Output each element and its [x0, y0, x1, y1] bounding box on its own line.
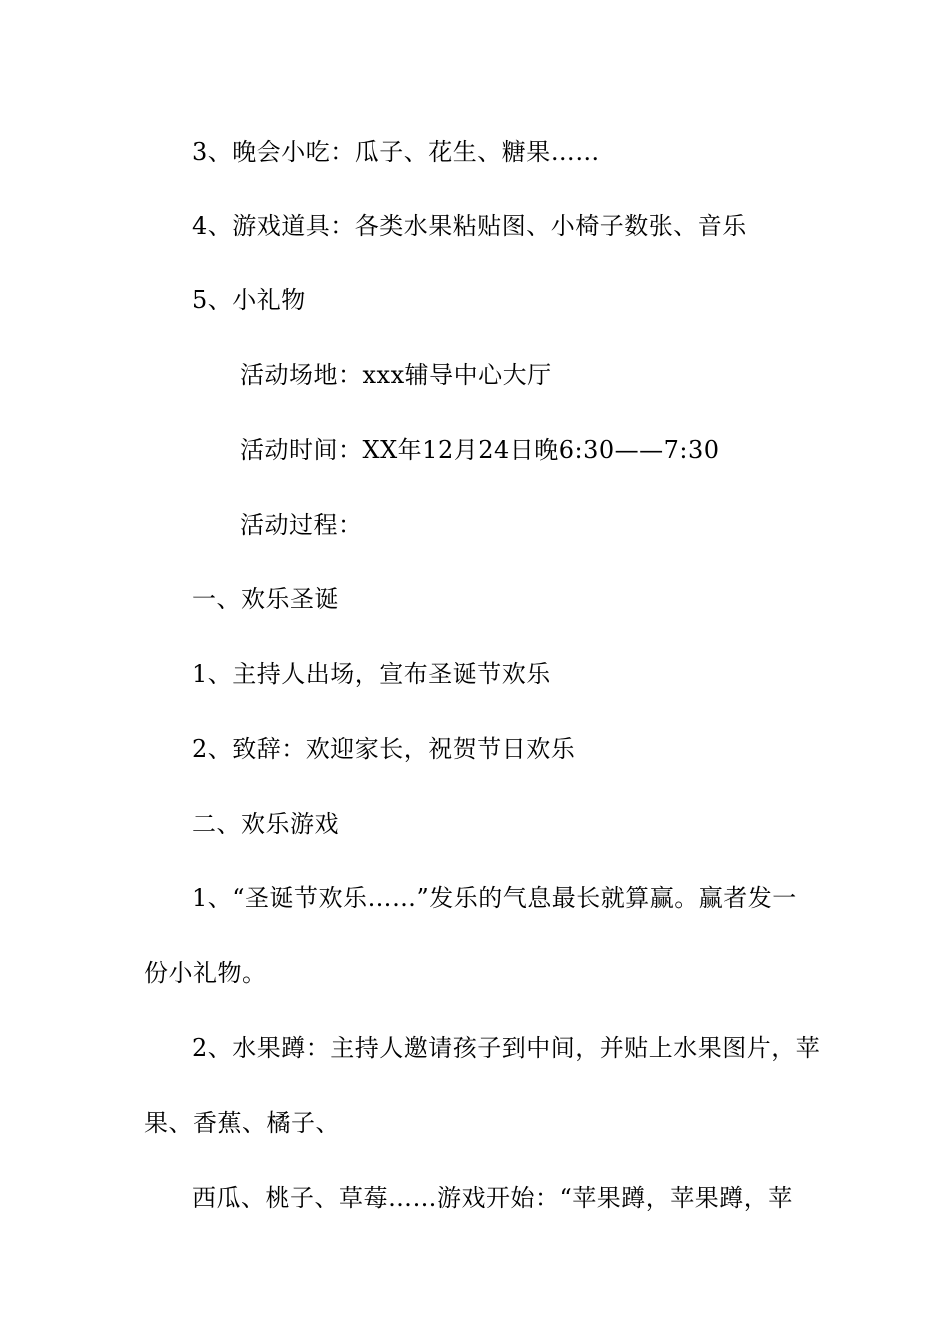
- text-line: 1、“圣诞节欢乐……”发乐的气息最长就算赢。赢者发一: [192, 884, 797, 912]
- text-line: 活动过程：: [240, 511, 363, 539]
- section-heading: 一、欢乐圣诞: [192, 585, 339, 613]
- text-line: 5、小礼物: [192, 286, 306, 314]
- text-line: 2、致辞：欢迎家长，祝贺节日欢乐: [192, 735, 576, 763]
- text-line: 1、主持人出场，宣布圣诞节欢乐: [192, 660, 551, 688]
- section-heading: 二、欢乐游戏: [192, 810, 339, 838]
- text-line: 果、香蕉、橘子、: [144, 1109, 340, 1137]
- text-line: 活动时间：XX年12月24日晚6:30——7:30: [240, 436, 720, 464]
- text-line: 活动场地：xxx辅导中心大厅: [240, 361, 552, 389]
- text-line: 西瓜、桃子、草莓……游戏开始：“苹果蹲，苹果蹲，苹: [192, 1184, 793, 1212]
- text-line: 3、晚会小吃：瓜子、花生、糖果……: [192, 138, 600, 166]
- text-line: 4、游戏道具：各类水果粘贴图、小椅子数张、音乐: [192, 212, 747, 240]
- text-line: 2、水果蹲：主持人邀请孩子到中间，并贴上水果图片，苹: [192, 1034, 821, 1062]
- text-line: 份小礼物。: [144, 959, 267, 987]
